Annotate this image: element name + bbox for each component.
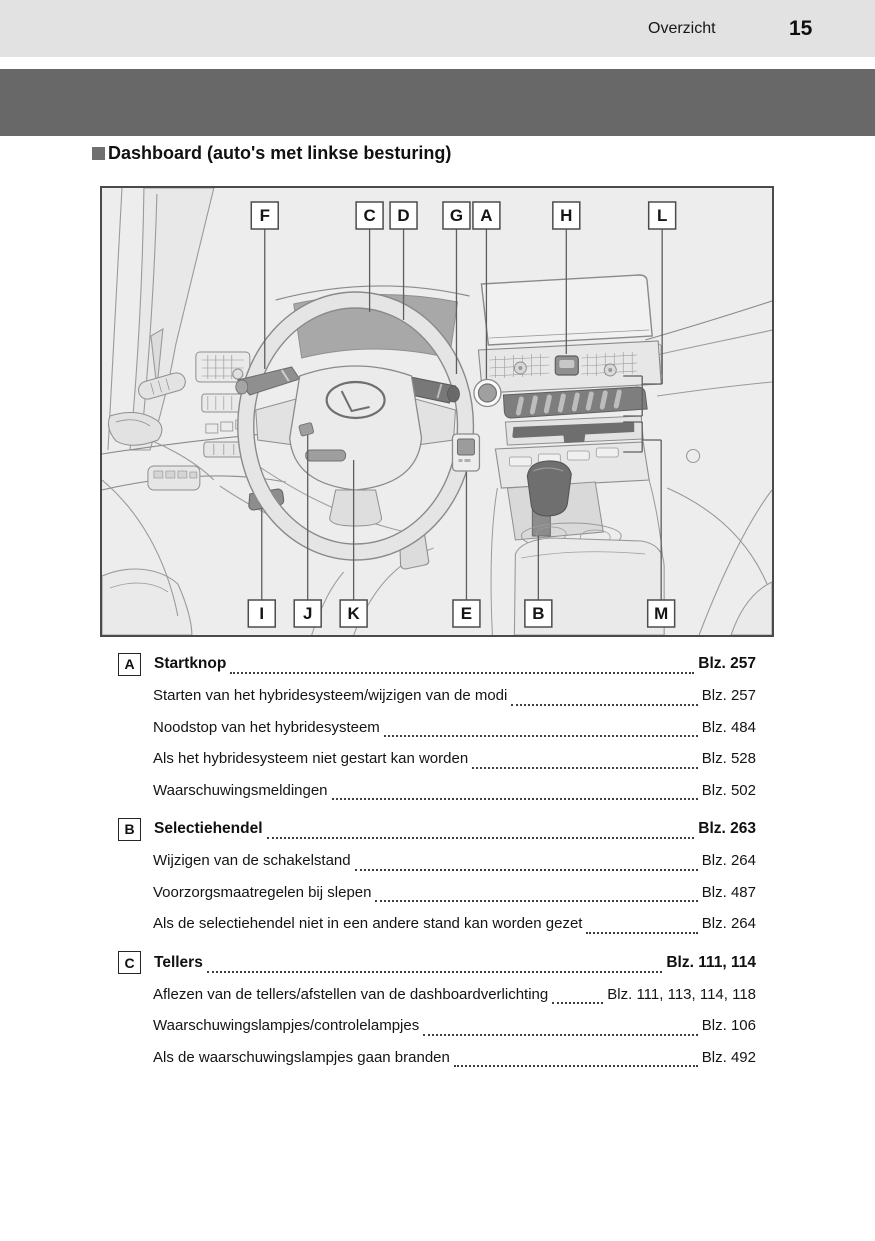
toc-page-ref: Blz. 111, 114 [666, 953, 756, 971]
toc-head-title: Startknop [154, 655, 227, 672]
section-title-text: Dashboard (auto's met linkse besturing) [108, 143, 452, 163]
letter-box: C [118, 951, 141, 974]
svg-text:H: H [560, 205, 573, 226]
toc-item-row [118, 680, 756, 712]
toc-item-row [118, 1010, 756, 1042]
page-header [0, 0, 875, 57]
toc-item-text: Aflezen van de tellers/afstellen van de dashboardverlichting [153, 985, 549, 1003]
toc-item-text: Als de waarschuwingslampjes gaan branden [153, 1048, 450, 1066]
svg-text:D: D [397, 205, 410, 226]
toc-item-row [118, 743, 756, 775]
toc-item-text: Wijzigen van de schakelstand [153, 852, 351, 870]
dot-leader [332, 798, 698, 800]
letter-box: B [118, 818, 141, 841]
dashboard-illustration [102, 188, 772, 635]
svg-text:M: M [654, 603, 669, 624]
svg-text:E: E [460, 603, 473, 624]
toc-page-ref: Blz. 106 [701, 1017, 756, 1035]
svg-text:F: F [259, 205, 270, 226]
toc-item-row [118, 908, 756, 940]
dot-leader [511, 704, 697, 706]
callout-label-d [390, 202, 417, 229]
svg-text:K: K [347, 603, 360, 624]
toc-head-row [118, 648, 756, 680]
svg-text:A: A [480, 205, 493, 226]
dot-leader [454, 1065, 698, 1067]
toc-page-ref: Blz. 264 [701, 915, 756, 933]
dot-leader [207, 971, 663, 973]
toc-section-a [118, 648, 756, 806]
dot-leader [230, 672, 694, 674]
toc-page-ref: Blz. 257 [698, 655, 756, 672]
toc-item-row [118, 979, 756, 1011]
toc-section-c [118, 947, 756, 1074]
dot-leader [267, 837, 695, 839]
toc-head-title: Tellers [154, 953, 203, 971]
toc-item-text: Als de selectiehendel niet in een andere stand kan worden gezet [153, 915, 583, 933]
callout-label-m [648, 600, 675, 627]
dot-leader [586, 932, 697, 934]
toc-page-ref: Blz. 257 [701, 687, 756, 705]
dot-leader [472, 767, 698, 769]
toc-item-text: Als het hybridesysteem niet gestart kan worden [153, 750, 469, 768]
dot-leader [375, 900, 697, 902]
callout-label-e [453, 600, 480, 627]
toc-page-ref: Blz. 111, 113, 114, 118 [607, 985, 756, 1003]
letter-box: A [118, 653, 141, 676]
svg-text:C: C [363, 205, 376, 226]
svg-text:J: J [302, 603, 313, 624]
svg-text:G: G [449, 205, 464, 226]
callout-label-j [294, 600, 321, 627]
toc-page-ref: Blz. 528 [701, 750, 756, 768]
toc-head-title: Selectiehendel [154, 820, 263, 837]
callout-label-f [251, 202, 278, 229]
toc-page-ref: Blz. 492 [701, 1048, 756, 1066]
toc-section-b [118, 813, 756, 940]
toc-item-row [118, 845, 756, 877]
toc-page-ref: Blz. 502 [701, 781, 756, 799]
shift-lever-knob [527, 461, 571, 516]
callout-label-i [248, 600, 275, 627]
toc-item-row [118, 877, 756, 909]
dashboard-figure [100, 186, 774, 637]
dot-leader [423, 1034, 698, 1036]
callout-label-g [443, 202, 470, 229]
svg-text:B: B [532, 603, 545, 624]
toc-item-row [118, 1042, 756, 1074]
callout-label-k [340, 600, 367, 627]
dot-leader [552, 1002, 603, 1004]
section-title [92, 143, 451, 164]
tilt-lever [306, 450, 346, 461]
callout-label-c [356, 202, 383, 229]
lexus-logo [327, 382, 385, 418]
toc-item-row [118, 712, 756, 744]
dot-leader [384, 735, 698, 737]
toc-page-ref: Blz. 264 [701, 852, 756, 870]
svg-text:I: I [259, 603, 265, 624]
header-section-label: Overzicht [648, 19, 716, 37]
toc-item-text: Voorzorgsmaatregelen bij slepen [153, 883, 372, 901]
toc-page-ref: Blz. 263 [698, 820, 756, 837]
toc-item-row [118, 775, 756, 807]
toc-page-ref: Blz. 487 [701, 883, 756, 901]
toc-item-text: Waarschuwingslampjes/controlelampjes [153, 1017, 420, 1035]
dot-leader [355, 869, 698, 871]
square-marker-icon [92, 147, 105, 160]
toc-page-ref: Blz. 484 [701, 718, 756, 736]
toc-item-text: Waarschuwingsmeldingen [153, 781, 328, 799]
callout-label-l [649, 202, 676, 229]
toc-head-row [118, 947, 756, 979]
page-number: 15 [789, 16, 813, 40]
svg-text:L: L [656, 205, 668, 226]
toc-item-text: Noodstop van het hybridesysteem [153, 718, 380, 736]
steering-column [330, 490, 382, 526]
toc [118, 648, 756, 1073]
callout-label-h [553, 202, 580, 229]
chapter-band [0, 69, 875, 136]
toc-head-row [118, 813, 756, 845]
toc-item-text: Starten van het hybridesysteem/wijzigen van de modi [153, 687, 508, 705]
callout-label-b [525, 600, 552, 627]
callout-label-a [473, 202, 500, 229]
